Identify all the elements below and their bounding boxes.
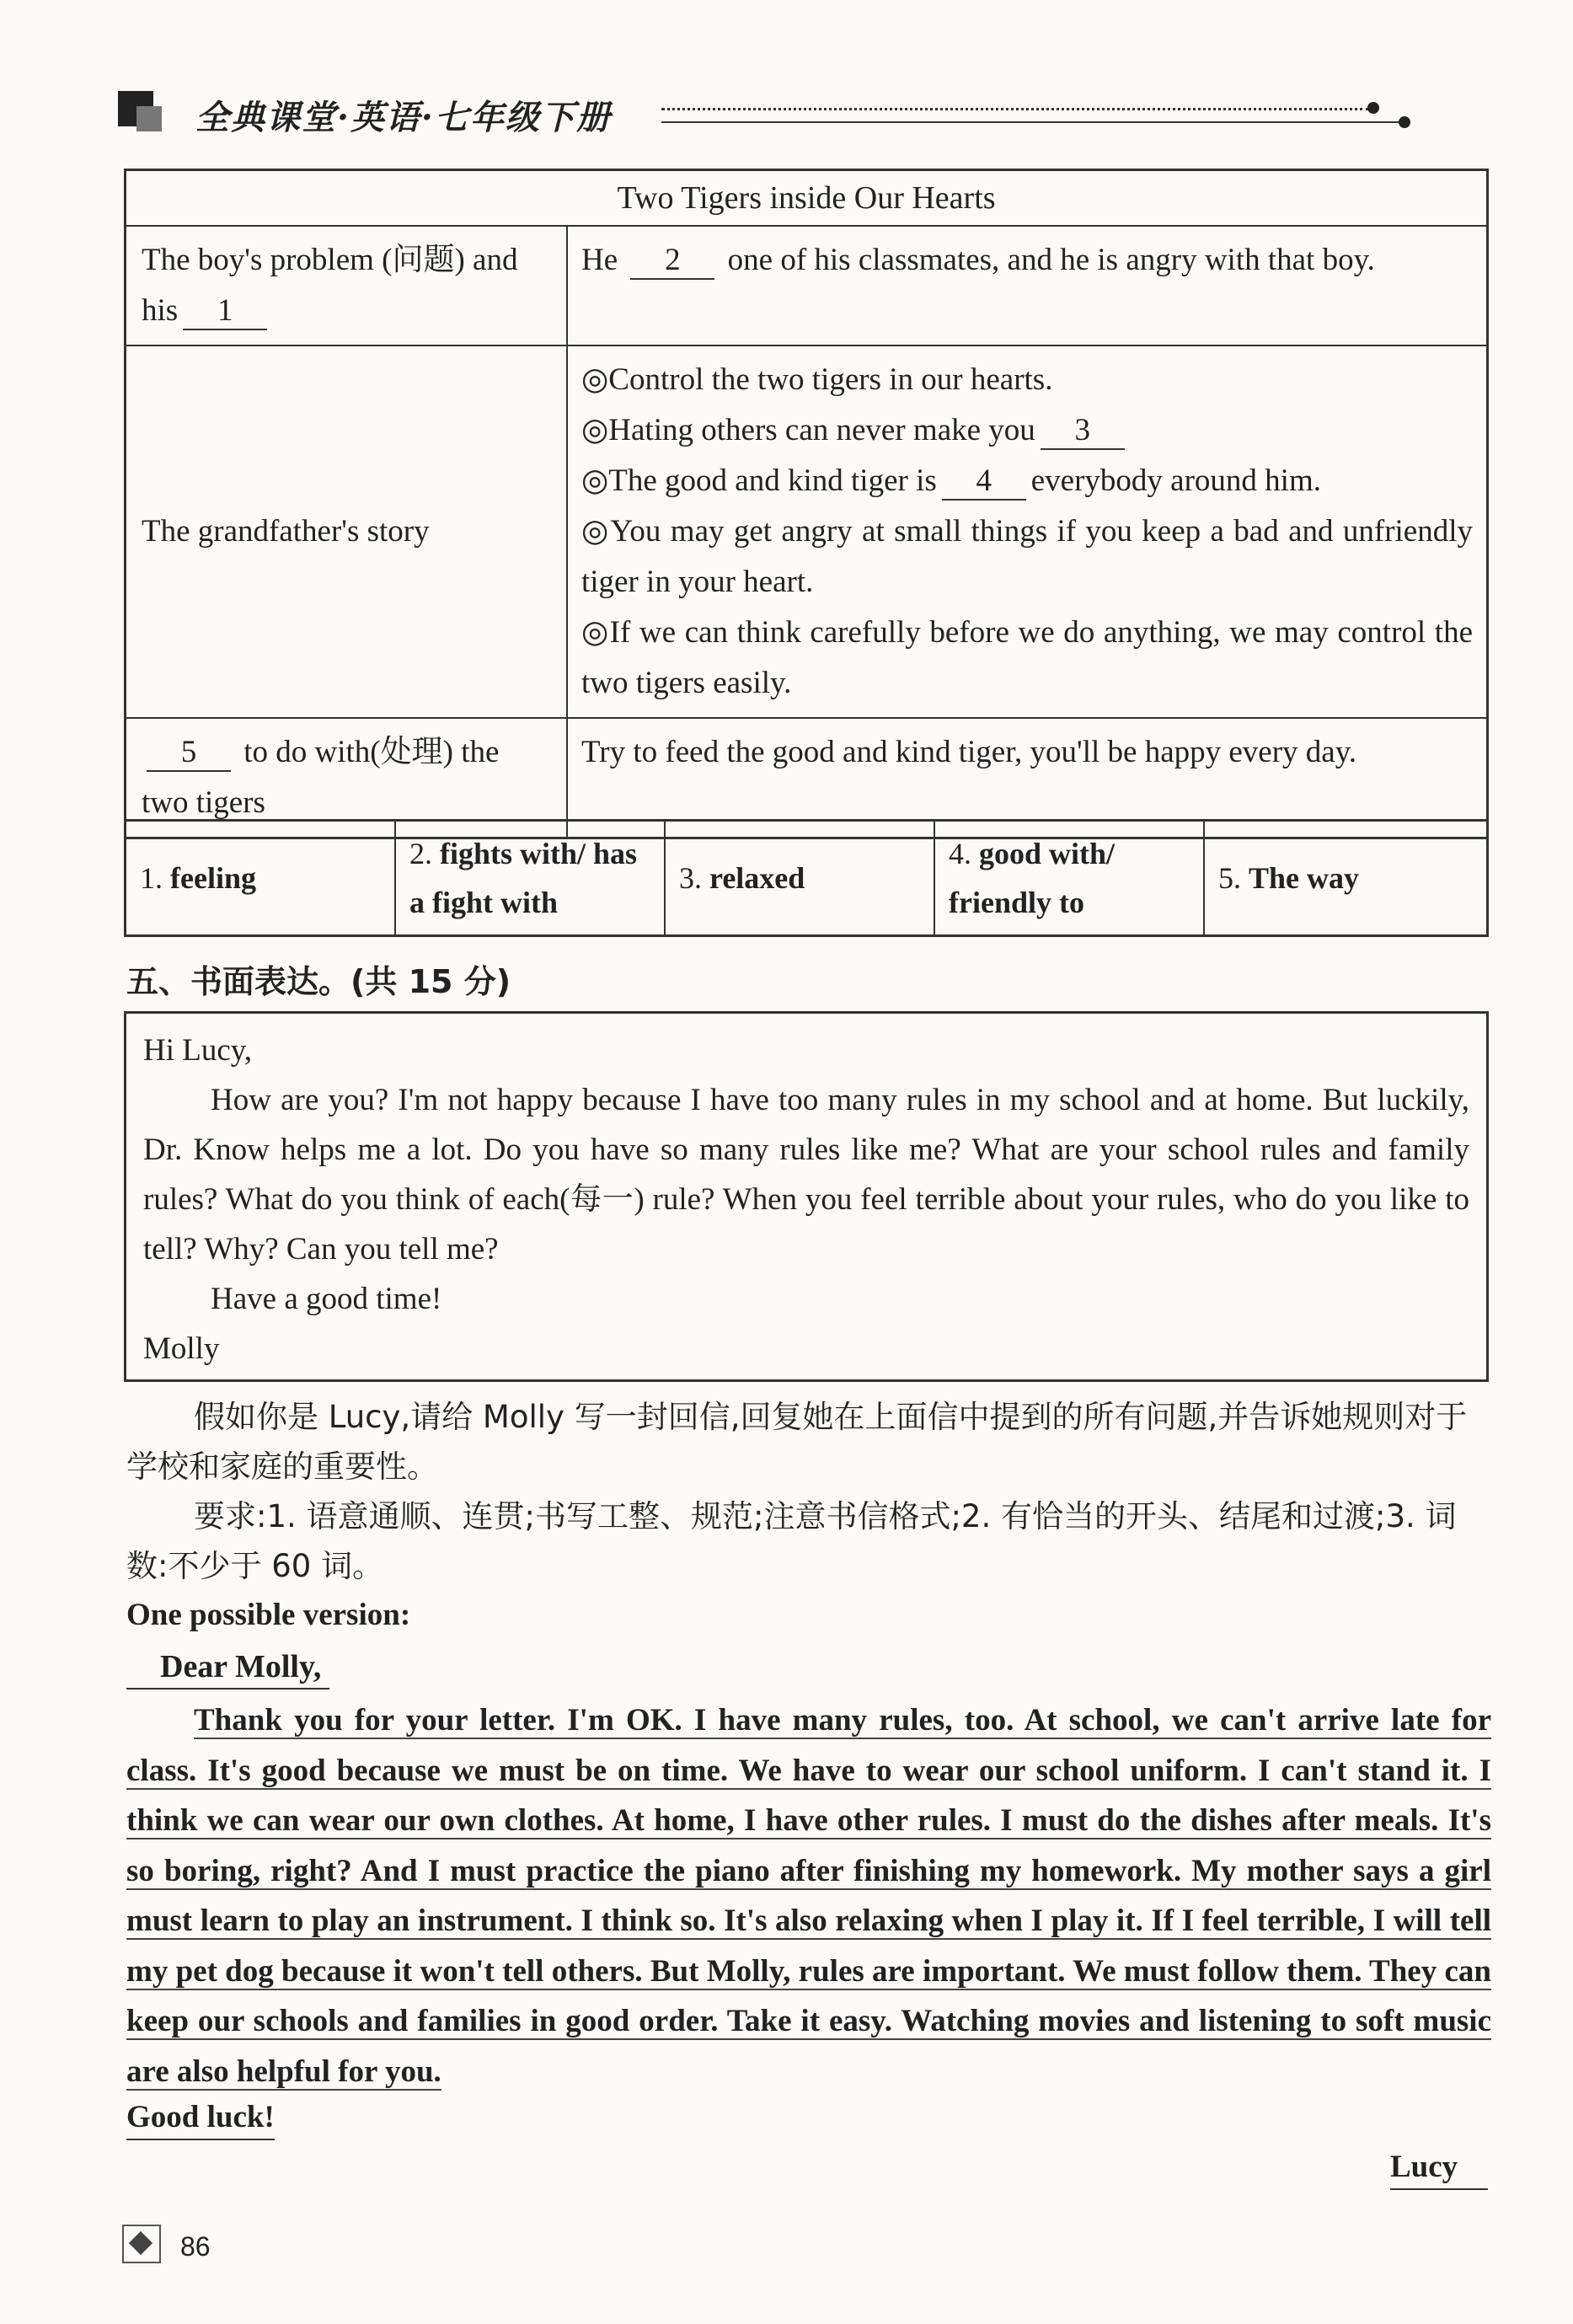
story-point-text: everybody around him.	[1030, 463, 1321, 498]
header-dot-icon	[1367, 102, 1379, 114]
story-point-text: ◎Hating others can never make you	[581, 413, 1035, 447]
answer-cell	[1205, 822, 1486, 934]
answer-cell	[396, 822, 666, 934]
row-content	[568, 227, 1486, 345]
instruction-paragraph: 假如你是 Lucy,请给 Molly 写一封回信,回复她在上面信中提到的所有问题,并告诉她规则对于学校和家庭的重要性。	[126, 1399, 1468, 1485]
letter-signature: Molly	[143, 1331, 220, 1366]
row-label: The grandfather's story	[126, 346, 568, 717]
sample-salutation: Dear Molly,	[126, 1646, 329, 1689]
blank-5: 5	[147, 735, 231, 772]
story-point: ◎If we can think carefully before we do anything, we may control the two tigers easily.	[581, 615, 1473, 700]
answer-number: 4.	[949, 837, 971, 870]
header-title: 全典课堂·英语·七年级下册	[195, 98, 612, 137]
letter-greeting: Hi Lucy,	[143, 1033, 253, 1068]
table-row	[126, 346, 1486, 719]
sample-answer-text: Thank you for your letter. I'm OK. I have many rules, too. At school, we can't arrive late for class. It's good because we must be on time. We have to wear our school uniform. I can't stand it. I think we can wear our own clothes. At home, I have other rules. I must do the dishes after meals. It's so boring, right? And I must practice the piano after finishing my homework. My mother says a girl must learn to play an instrument. I think so. It's also relaxing when I play it. If I feel terrible, I will tell my pet dog because it won't tell others. But Molly, rules are important. We must follow them. They can keep our schools and families in good order. Take it easy. Watching movies and listening to soft music are also helpful for you.	[126, 1703, 1491, 2089]
answer-text: feeling	[170, 861, 256, 895]
answer-text: fights with/ has a fight with	[409, 837, 638, 919]
section-heading: 五、书面表达。(共 15 分)	[126, 963, 511, 1000]
row-content-text: one of his classmates, and he is angry with that boy.	[727, 243, 1375, 277]
page-diamond-icon	[122, 2225, 161, 2263]
answer-number: 2.	[409, 837, 432, 870]
sample-closing: Good luck!	[126, 2096, 275, 2140]
letter-body: How are you? I'm not happy because I have too many rules in my school and at home. But luckily, Dr. Know helps me a lot. Do you have so many rules like me? What are your school rules and family rules? What do you think of each(每一) rule? When you feel terrible about your rules, who do you like to tell? Why? Can you tell me?	[143, 1083, 1469, 1266]
answer-text: good with/ friendly to	[949, 837, 1116, 919]
story-table-title: Two Tigers inside Our Hearts	[126, 171, 1486, 227]
header-logo-shadow	[136, 106, 162, 131]
answer-cell	[935, 822, 1205, 934]
header-solid-rule	[661, 121, 1403, 123]
story-point	[581, 456, 1473, 506]
blank-3: 3	[1041, 413, 1125, 450]
writing-instructions	[126, 1392, 1491, 1591]
prompt-letter	[124, 1011, 1489, 1382]
answer-number: 3.	[679, 861, 702, 895]
blank-2: 2	[630, 243, 714, 280]
blank-1: 1	[183, 293, 267, 330]
answer-number: 1.	[140, 861, 163, 895]
story-table	[124, 169, 1489, 839]
header-dot-icon	[1399, 116, 1410, 128]
sample-answer-body	[126, 1695, 1491, 2096]
blank-4: 4	[942, 463, 1026, 501]
answer-key-table	[124, 819, 1489, 937]
sample-signature: Lucy	[1390, 2146, 1488, 2190]
letter-closing: Have a good time!	[211, 1282, 442, 1316]
story-point-text: ◎The good and kind tiger is	[581, 463, 937, 498]
row-content	[568, 346, 1486, 717]
row-content-text: He	[581, 243, 618, 277]
row-label-text: to do with(处理) the two tigers	[142, 735, 500, 820]
instruction-requirements: 要求:1. 语意通顺、连贯;书写工整、规范;注意书信格式;2. 有恰当的开头、结尾和过渡;3. 词数:不少于 60 词。	[126, 1498, 1457, 1584]
story-point: ◎Control the two tigers in our hearts.	[581, 362, 1053, 397]
answer-cell	[126, 822, 396, 934]
row-label	[126, 227, 568, 345]
story-point	[581, 405, 1473, 456]
story-point: ◎You may get angry at small things if you keep a bad and unfriendly tiger in your heart.	[581, 514, 1473, 599]
answer-text: relaxed	[709, 861, 805, 895]
answer-cell	[666, 822, 935, 934]
row-content: Try to feed the good and kind tiger, you'll be happy every day.	[581, 735, 1357, 769]
table-row	[126, 227, 1486, 346]
row-label-text: The boy's problem (问题) and his	[142, 243, 518, 328]
sample-answer-label: One possible version:	[126, 1598, 411, 1632]
page-number: 86	[180, 2231, 211, 2262]
answer-text: The way	[1249, 861, 1360, 895]
page-header	[118, 86, 1415, 137]
answer-number: 5.	[1218, 861, 1241, 895]
header-dotted-rule	[661, 108, 1369, 110]
